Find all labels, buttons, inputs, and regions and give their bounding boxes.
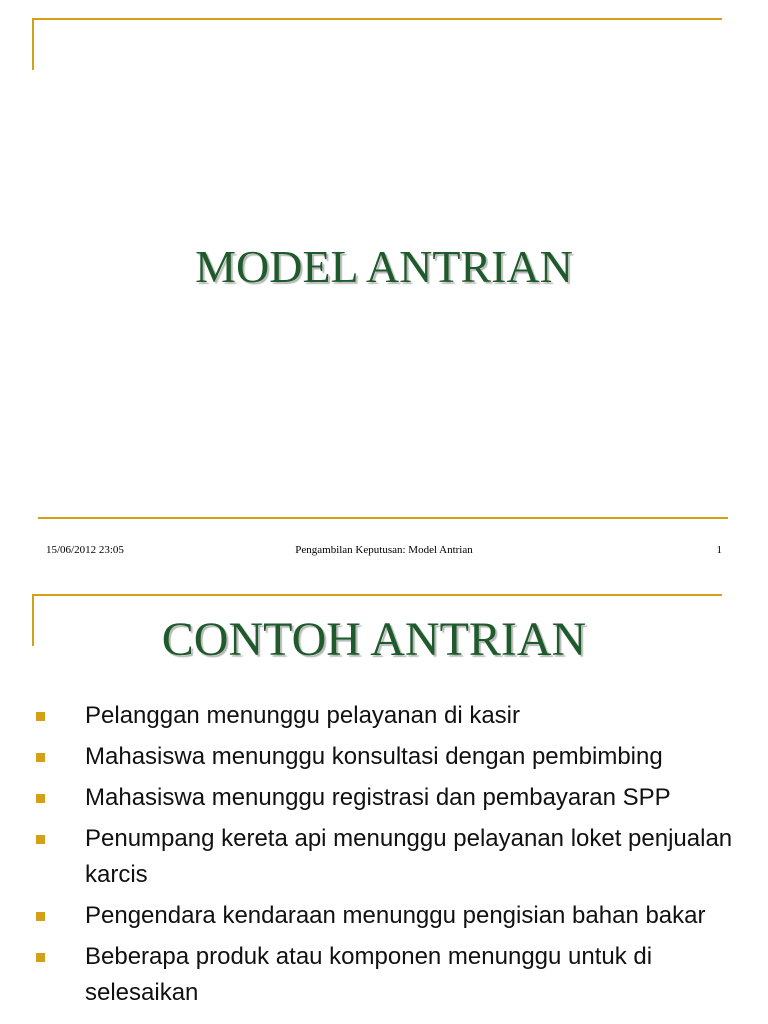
slide-title: CONTOH ANTRIAN [161, 613, 587, 666]
square-bullet-icon [36, 753, 45, 762]
list-item [32, 939, 752, 1011]
list-item [32, 898, 752, 934]
list-item-text: Pelanggan menunggu pelayanan di kasir [85, 702, 520, 729]
list-item [32, 698, 752, 734]
top-corner-rule [32, 18, 722, 20]
square-bullet-icon [36, 794, 45, 803]
slide-2 [0, 580, 768, 1024]
list-item [32, 739, 752, 775]
list-item [32, 821, 752, 893]
footer-page-number: 1 [716, 544, 722, 556]
square-bullet-icon [36, 712, 45, 721]
list-item-text: Beberapa produk atau komponen menunggu untuk di selesaikan [85, 943, 653, 1006]
footer-date: 15/06/2012 23:05 [46, 544, 124, 556]
list-item [32, 780, 752, 816]
left-corner-rule [32, 18, 34, 70]
footer-title: Pengambilan Keputusan: Model Antrian [295, 544, 473, 556]
square-bullet-icon [36, 912, 45, 921]
slide-title: MODEL ANTRIAN [195, 241, 573, 292]
list-item-text: Mahasiswa menunggu konsultasi dengan pembimbing [85, 743, 663, 770]
list-item-text: Mahasiswa menunggu registrasi dan pembayaran SPP [85, 784, 671, 811]
square-bullet-icon [36, 953, 45, 962]
top-corner-rule [32, 594, 722, 596]
bullet-list [32, 698, 752, 1016]
square-bullet-icon [36, 835, 45, 844]
list-item-text: Penumpang kereta api menunggu pelayanan loket penjualan karcis [85, 825, 733, 888]
list-item-text: Pengendara kendaraan menunggu pengisian bahan bakar [85, 902, 706, 929]
footer-rule [38, 517, 728, 519]
